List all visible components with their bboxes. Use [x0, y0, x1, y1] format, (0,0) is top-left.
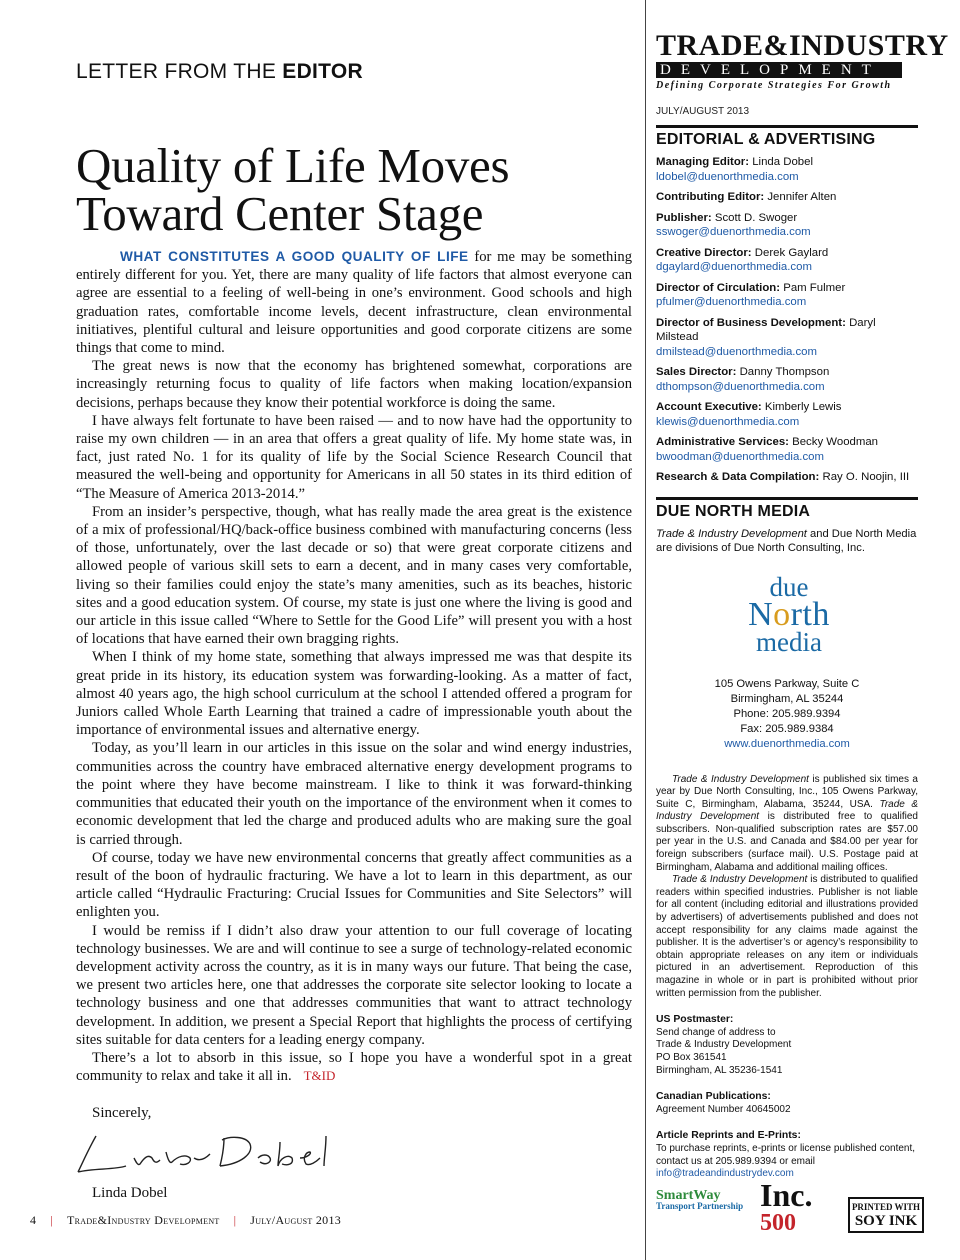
staff-entry: Managing Editor: Linda Dobel ldobel@duenorthmedia.com [656, 155, 918, 184]
author-name: Linda Dobel [92, 1185, 168, 1202]
section-kicker: LETTER FROM THE EDITOR [76, 60, 364, 83]
closing: Sincerely, [92, 1105, 152, 1122]
email-link[interactable]: dgaylard@duenorthmedia.com [656, 261, 812, 273]
signature-image [74, 1128, 334, 1180]
compass-icon: o [773, 595, 791, 633]
masthead-logo: TRADE&INDUSTRY DEVELOPMENT Defining Corporate Strategies For Growth [656, 29, 949, 91]
soy-ink-logo: PRINTED WITH SOY INK [848, 1197, 924, 1233]
paragraph: I would be remiss if I didn’t also draw your attention to our full coverage of locating technology businesses. We are and will continue to see a surge of technology-related economic development activity across the country, as it is in many ways our future. That being the case, we present two articles here, one that addresses the corporate site selector looking to locate a technology business and one that addresses communities that want to attract technology development. In addition, we present a Special Report that highlights the process of certifying sites suitable for data centers for a leading energy company. [76, 922, 632, 1048]
paragraph: There’s a lot to absorb in this issue, so I hope you have a wonderful spot in a great community to relax and take it all in. T&ID [76, 1049, 632, 1085]
publication-notice: Trade & Industry Development is published six times a year by Due North Consulting, Inc., 105 Owens Parkway, Suite C, Birmingham, Alabama, 35244, USA. Trade & Industry Development is distributed free to qualified subscribers. Non-qualified subscription rates are $57.00 per year in the U.S. and Canada and $84.00 per year for foreign subscribers (surface mail). U.S. Postage paid at Birmingham, Alabama and additional mailing offices. Trade & Industry Development is distributed to qualified readers within specified industries. Publisher is not liable for all content (including editorial and illustrations provided by advertisers) of advertisements published and does not accept responsibility for any claims made against the publisher. It is the advertiser’s or agency’s responsibility to obtain appropriate releases on any item or individuals pictured in an advertisement. Reproduction of this magazine in whole or in part is prohibited without prior written permission from the publisher. [656, 773, 918, 999]
staff-entry: Research & Data Compilation: Ray O. Noojin, III [656, 471, 910, 483]
issue-date: JULY/AUGUST 2013 [656, 106, 750, 117]
end-mark: T&ID [303, 1068, 336, 1084]
email-link[interactable]: klewis@duenorthmedia.com [656, 415, 800, 428]
staff-entry: Contributing Editor: Jennifer Alten [656, 191, 837, 203]
staff-entry: Sales Director: Danny Thompson dthompson@duenorthmedia.com [656, 365, 918, 394]
email-link[interactable]: sswoger@duenorthmedia.com [656, 226, 811, 238]
dnm-heading: DUE NORTH MEDIA [656, 497, 918, 521]
email-link[interactable]: ldobel@duenorthmedia.com [656, 170, 799, 183]
smartway-logo: SmartWay Transport Partnership [656, 1188, 744, 1211]
letter-column [76, 60, 632, 1202]
staff-entry: Administrative Services: Becky Woodman bwoodman@duenorthmedia.com [656, 435, 918, 464]
page-number: 4 [30, 1213, 37, 1227]
editorial-heading: EDITORIAL & ADVERTISING [656, 125, 918, 149]
page-footer: 4 | Trade&Industry Development | July/August 2013 [30, 1213, 342, 1227]
staff-list [656, 155, 918, 485]
signoff [76, 1105, 632, 1202]
staff-entry: Account Executive: Kimberly Lewis klewis@duenorthmedia.com [656, 400, 918, 429]
email-link[interactable]: bwoodman@duenorthmedia.com [656, 450, 824, 463]
address-block: 105 Owens Parkway, Suite C Birmingham, AL 35244 Phone: 205.989.9394 Fax: 205.989.9384 www.duenorthmedia.com [656, 677, 918, 752]
dnm-description: Trade & Industry Development and Due North Media are divisions of Due North Consulting, Inc. [656, 527, 917, 554]
staff-entry: Creative Director: Derek Gaylard dgaylard@duenorthmedia.com [656, 246, 918, 275]
masthead-column [656, 29, 949, 1181]
footer-publication: Trade&Industry Development [67, 1213, 220, 1227]
canadian-block: Canadian Publications: Agreement Number 40645002 [656, 1091, 791, 1115]
email-link[interactable]: pfulmer@duenorthmedia.com [656, 296, 807, 308]
inc-500-logo: Inc. 500 [760, 1177, 813, 1236]
paragraph: I have always felt fortunate to have been raised — and to now have had the opportunity to raise my own children — in an area that offers a great quality of life. My home state was, in fact, just rated No. 1 for its quality of life by the Social Science Research Council that measured the well-being and opportunity for Americans in all 50 states in its third edition of “The Measure of America 2013-2014.” [76, 412, 632, 502]
staff-entry: Director of Circulation: Pam Fulmer pfulmer@duenorthmedia.com [656, 281, 918, 310]
staff-entry: Director of Business Development: Daryl Milstead dmilstead@duenorthmedia.com [656, 316, 918, 360]
badge-row [656, 1177, 946, 1239]
website-link[interactable]: www.duenorthmedia.com [724, 737, 850, 750]
postmaster-block: US Postmaster: Send change of address to Trade & Industry Development PO Box 361541 Birmingham, AL 35236-1541 [656, 1014, 792, 1076]
paragraph: When I think of my home state, something that always impressed me was that despite its great pride in its history, its education system was forwarding-looking. As a matter of fact, almost 40 years ago, the high school curriculum at the school I attended offered a program for Juniors called Whole Earth Learning that trained a cadre of impressionable youth about the importance of environmental issues and alternative energy. [76, 649, 632, 739]
headline: Quality of Life Moves Toward Center Stage [76, 138, 510, 241]
reprints-block: Article Reprints and E-Prints: To purchase reprints, e-prints or license published content, contact us at 205.989.9394 or email info@tradeandindustrydev.com [656, 1130, 916, 1180]
paragraph: WHAT CONSTITUTES A GOOD QUALITY OF LIFE for me may be something entirely different for you. Yet, there are many quality of life factors that almost everyone can agree are essential to a feeling of well-being in one’s environment. Good schools and high graduation rates, comfortable income levels, decent infrastructure, clean environmental initiatives, plentiful cultural and leisure opportunities and good corporate citizens are some things that come to mind. [76, 249, 632, 357]
paragraph: From an insider’s perspective, though, what has really made the area great is the existence of a mix of professional/HQ/back-office business combined with manufacturing concerns (less of those, unfortunately, over the last decade or so) that were great corporate citizens and allowed people of various skill sets to earn a decent, and in many cases very comfortable, living so their families could enjoy the state’s many amenities, such as its beaches, historic sites and a good education system. Of course, my state is just one where the living is good and our article in this issue called “Where to Settle for the Good Life” will present you with a host of locations that have earned their own bragging rights. [76, 503, 632, 648]
lead-in: WHAT CONSTITUTES A GOOD QUALITY OF LIFE [120, 249, 469, 264]
paragraph: The great news is now that the economy has brightened somewhat, corporations are increasingly returning focus to quality of life factors when making location/expansion decisions, perhaps because they know their potential workforce is doing the same. [76, 358, 632, 411]
paragraph: Today, as you’ll learn in our articles in this issue on the solar and wind energy industries, communities across the country have embraced alternative energy development programs to the point where they have become mainstream. I like to think it was forward-thinking communities that educated their youth on the importance of the environment when it comes to economic development that led the charge and produced adults who are making sure the goal is carried through. [76, 740, 632, 848]
letter-body [76, 248, 632, 1085]
column-divider [645, 0, 646, 1260]
staff-entry: Publisher: Scott D. Swoger sswoger@duenorthmedia.com [656, 211, 918, 240]
footer-issue: July/August 2013 [250, 1213, 342, 1227]
email-link[interactable]: dthompson@duenorthmedia.com [656, 380, 825, 393]
email-link[interactable]: dmilstead@duenorthmedia.com [656, 345, 817, 358]
paragraph: Of course, today we have new environmental concerns that greatly affect communities as a result of the boon of hydraulic fracturing. We have a lot to learn in this department, as our article called “Hydraulic Fracturing: Crucial Issues for Communities and Site Selectors” will enlighten you. [76, 849, 632, 921]
reprints-email-link[interactable]: info@tradeandindustrydev.com [656, 1168, 794, 1180]
due-north-logo: due North media [748, 571, 830, 657]
